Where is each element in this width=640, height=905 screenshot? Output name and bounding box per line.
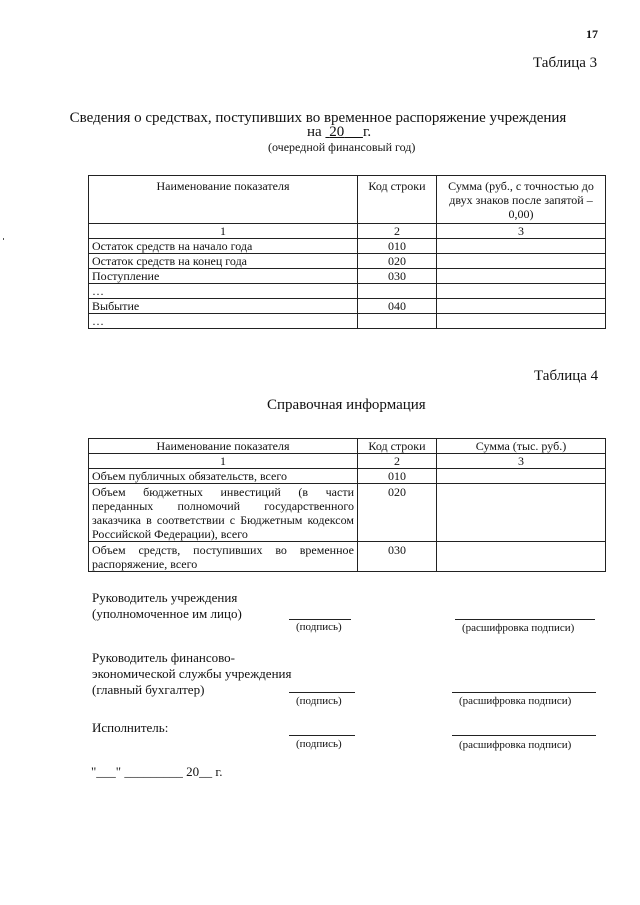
- table3-number-row: [89, 224, 606, 239]
- row-code: 020: [358, 484, 437, 542]
- row-code: [358, 284, 437, 299]
- row-code: 010: [358, 239, 437, 254]
- sig-executor-caption-sign: (подпись): [296, 738, 342, 750]
- row-name: Объем публичных обязательств, всего: [89, 469, 358, 484]
- table-row: [89, 284, 606, 299]
- row-sum: [437, 484, 606, 542]
- table4-title: Справочная информация: [267, 397, 426, 413]
- sig-head-decode-line: [455, 619, 595, 620]
- table3-header-name: Наименование показателя: [89, 176, 358, 224]
- table3-header-sum: Сумма (руб., с точностью до двух знаков после запятой – 0,00): [437, 176, 606, 224]
- table3-header-row: [89, 176, 606, 224]
- sig-finance-caption-decode: (расшифровка подписи): [459, 695, 572, 707]
- sig-executor-decode-line: [452, 735, 596, 736]
- sig-finance-label: [92, 650, 291, 698]
- row-name: Поступление: [89, 269, 358, 284]
- table3: [88, 175, 606, 329]
- row-sum: [437, 239, 606, 254]
- row-code: [358, 314, 437, 329]
- row-name: …: [89, 314, 358, 329]
- table3-num-1: 1: [89, 224, 358, 239]
- period-prefix: на: [307, 124, 326, 140]
- table3-num-2: 2: [358, 224, 437, 239]
- table-row: [89, 239, 606, 254]
- table-row: [89, 469, 606, 484]
- table4-header-code: Код строки: [358, 439, 437, 454]
- sig-finance-line2: экономической службы учреждения: [92, 666, 292, 681]
- table3-title: Сведения о средствах, поступивших во временное распоряжение учреждения: [69, 110, 567, 126]
- table4-number-row: [89, 454, 606, 469]
- sig-head-label: [92, 590, 242, 622]
- table-row: [89, 299, 606, 314]
- table-row: [89, 542, 606, 572]
- table3-label: Таблица 3: [533, 55, 598, 71]
- sig-head-line1: Руководитель учреждения: [92, 590, 238, 605]
- sig-finance-line1: Руководитель финансово-: [92, 650, 235, 665]
- row-sum: [437, 314, 606, 329]
- table-row: [89, 254, 606, 269]
- sig-finance-line3: (главный бухгалтер): [92, 682, 205, 697]
- table-row: [89, 314, 606, 329]
- table3-num-3: 3: [437, 224, 606, 239]
- sig-finance-decode-line: [452, 692, 596, 693]
- period-note: (очередной финансовый год): [268, 140, 416, 154]
- table4-num-2: 2: [358, 454, 437, 469]
- sig-head-caption-decode: (расшифровка подписи): [462, 622, 575, 634]
- row-sum: [437, 469, 606, 484]
- table4-header-name: Наименование показателя: [89, 439, 358, 454]
- row-name: …: [89, 284, 358, 299]
- row-code: 030: [358, 542, 437, 572]
- table4-num-3: 3: [437, 454, 606, 469]
- sig-executor-label: Исполнитель:: [92, 720, 169, 735]
- table-row: [89, 484, 606, 542]
- table4-header-sum: Сумма (тыс. руб.): [437, 439, 606, 454]
- row-name: Остаток средств на начало года: [89, 239, 358, 254]
- sig-finance-sign-line: [289, 692, 355, 693]
- row-code: 020: [358, 254, 437, 269]
- period-suffix: г.: [362, 124, 372, 140]
- row-sum: [437, 299, 606, 314]
- date-line: "___" _________ 20__ г.: [91, 764, 223, 779]
- table4-label: Таблица 4: [534, 368, 599, 384]
- row-name: Объем бюджетных инвестиций (в части переданных полномочий государственного заказчика в соответствии с Бюджетным кодексом Российской Федерации), всего: [89, 484, 358, 542]
- table4-num-1: 1: [89, 454, 358, 469]
- sig-head-line2: (уполномоченное им лицо): [92, 606, 242, 621]
- sig-executor-caption-decode: (расшифровка подписи): [459, 739, 572, 751]
- table4: [88, 438, 606, 572]
- row-name: Объем средств, поступивших во временное распоряжение, всего: [89, 542, 358, 572]
- page-number: 17: [586, 27, 598, 41]
- row-name: Выбытие: [89, 299, 358, 314]
- table-row: [89, 269, 606, 284]
- row-sum: [437, 269, 606, 284]
- table3-header-code: Код строки: [358, 176, 437, 224]
- sig-head-sign-line: [289, 619, 351, 620]
- row-sum: [437, 542, 606, 572]
- row-sum: [437, 284, 606, 299]
- sig-finance-caption-sign: (подпись): [296, 695, 342, 707]
- row-code: 030: [358, 269, 437, 284]
- row-code: 010: [358, 469, 437, 484]
- sig-head-caption-sign: (подпись): [296, 621, 342, 633]
- row-name: Остаток средств на конец года: [89, 254, 358, 269]
- row-code: 040: [358, 299, 437, 314]
- table4-header-row: [89, 439, 606, 454]
- table3-period: [307, 124, 371, 141]
- period-year: 20: [329, 124, 345, 140]
- scan-mark: [3, 238, 4, 240]
- sig-executor-sign-line: [289, 735, 355, 736]
- row-sum: [437, 254, 606, 269]
